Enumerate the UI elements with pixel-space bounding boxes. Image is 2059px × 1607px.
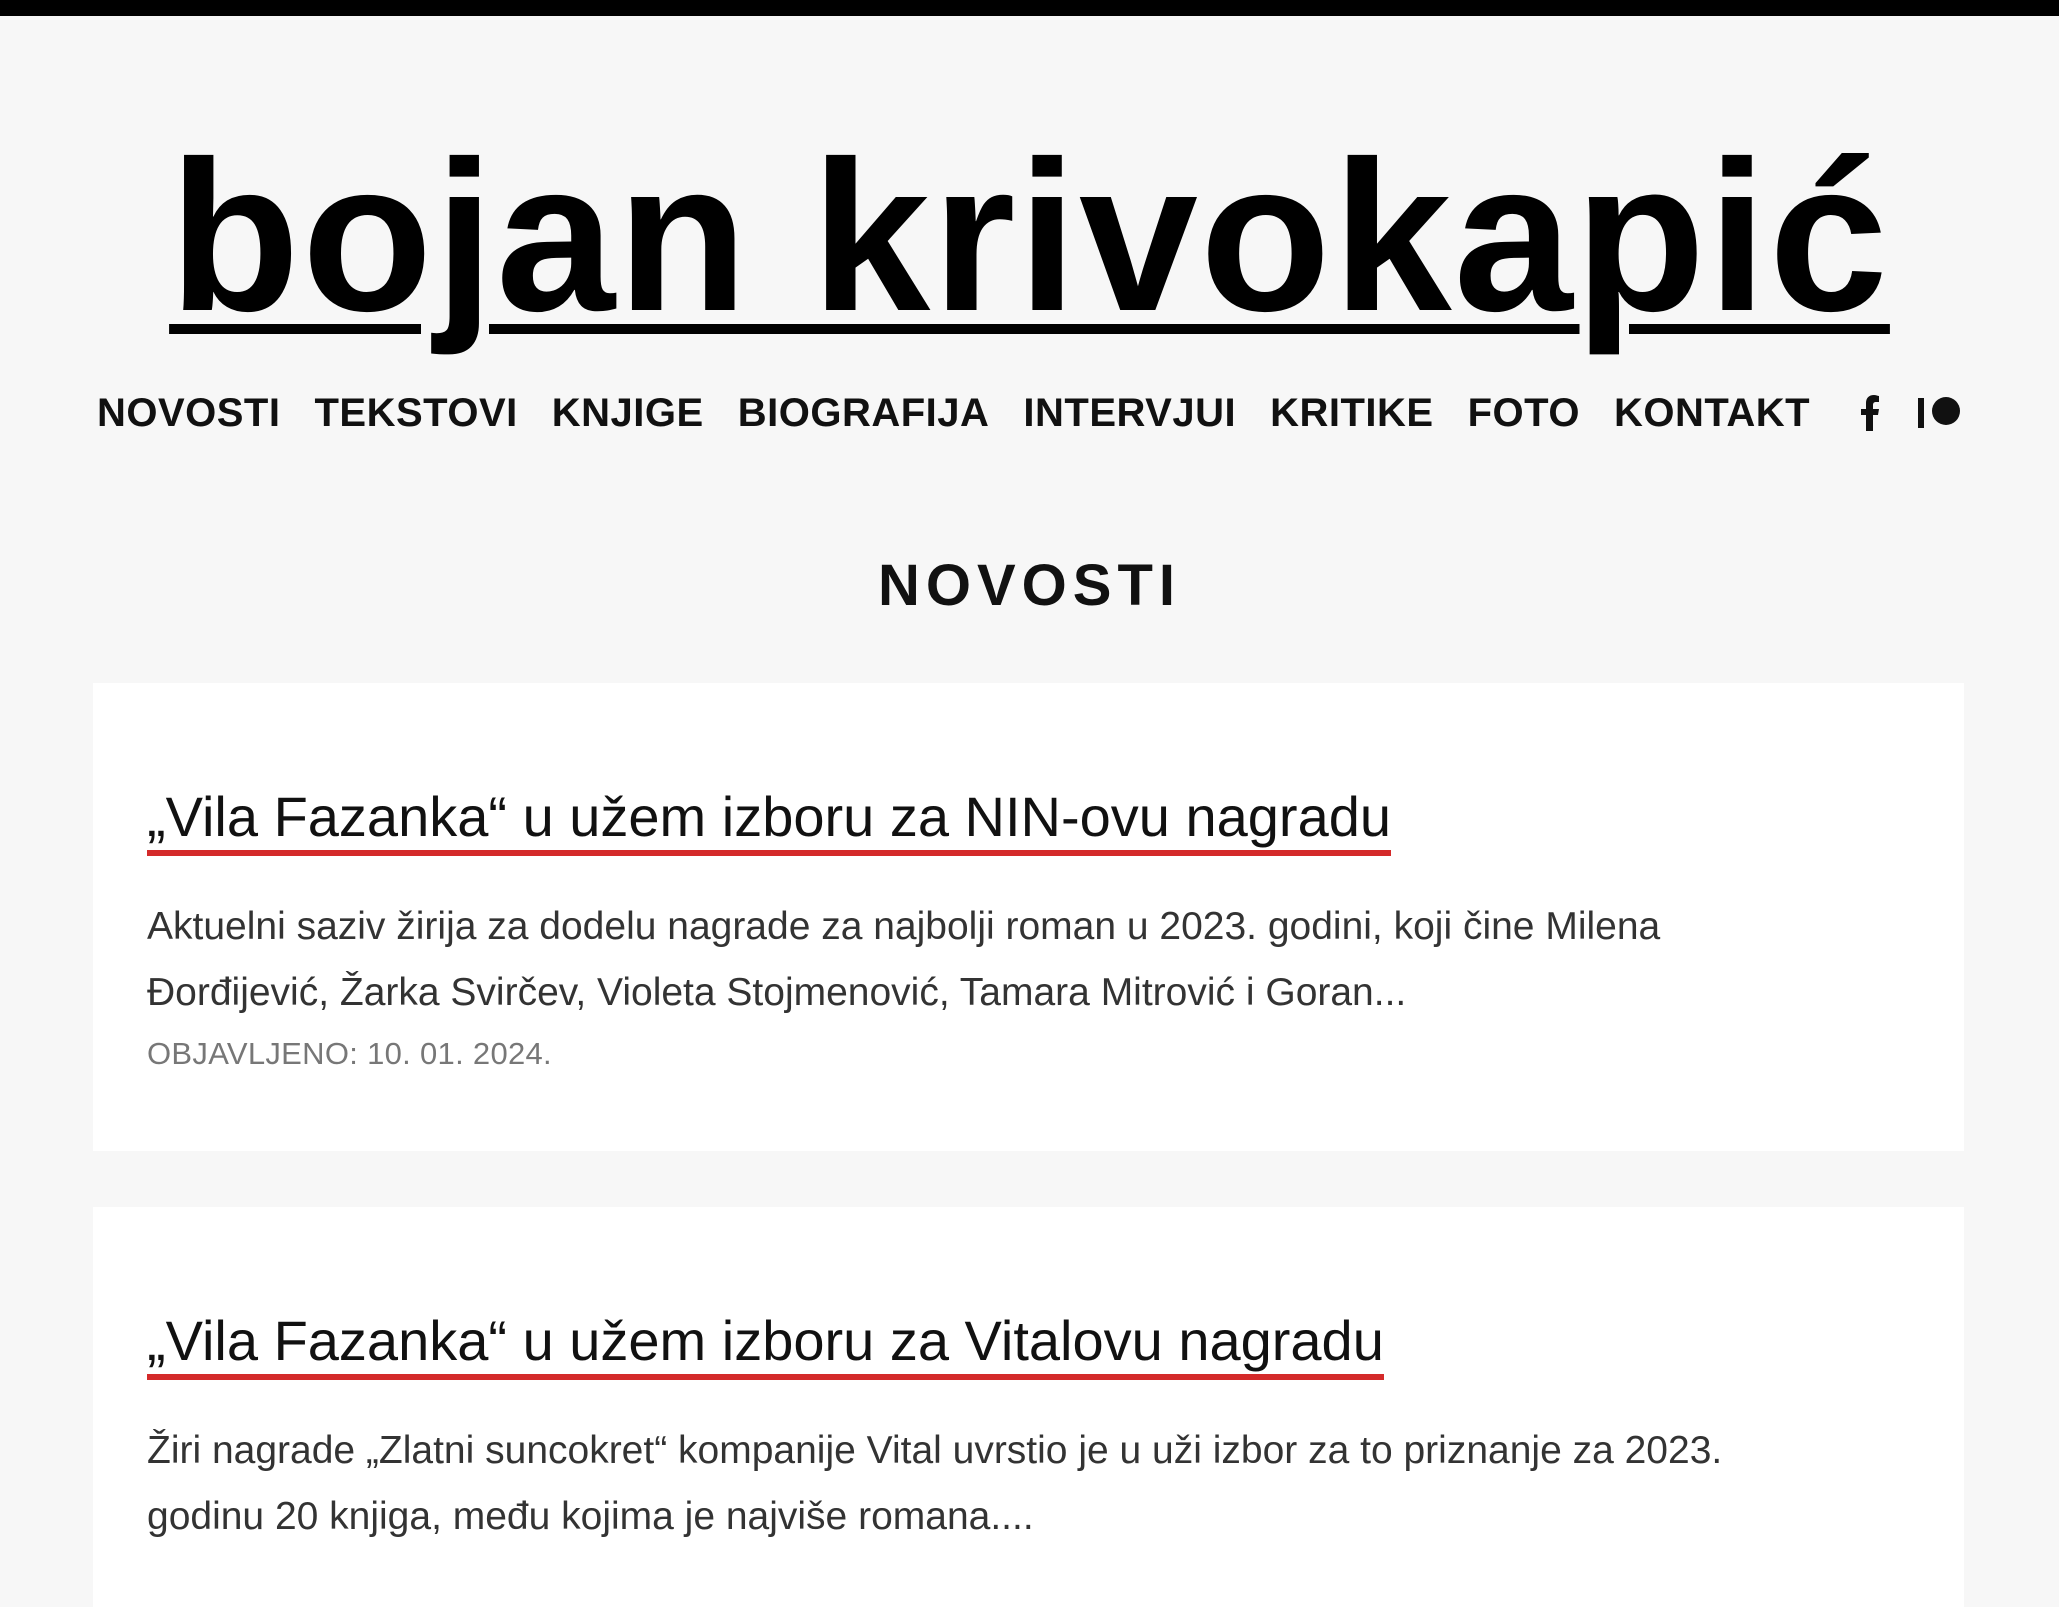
nav-item-tekstovi[interactable]: TEKSTOVI (314, 390, 518, 435)
post-card (93, 1207, 1964, 1607)
post-excerpt: Žiri nagrade „Zlatni suncokret“ kompanije Vital uvrstio je u uži izbor za to priznanje za 2023. godinu 20 knjiga, među kojima je najviše romana.... (147, 1429, 1723, 1539)
social-links (1860, 395, 1962, 431)
site-title-link[interactable]: bojan krivokapić (169, 117, 1890, 356)
nav-item-kritike[interactable]: KRITIKE (1270, 390, 1434, 435)
nav-item-knjige[interactable]: KNJIGE (551, 390, 704, 435)
nav-item-intervjui[interactable]: INTERVJUI (1023, 390, 1237, 435)
post-title-link[interactable]: „Vila Fazanka“ u užem izboru za NIN-ovu nagradu (147, 785, 1391, 856)
facebook-icon[interactable] (1860, 395, 1880, 431)
site-title (0, 117, 2059, 356)
post-title (147, 683, 1910, 850)
nav-item-biografija[interactable]: BIOGRAFIJA (737, 390, 990, 435)
top-bar (0, 0, 2059, 16)
main-nav (0, 385, 2059, 441)
post-title (147, 1207, 1910, 1374)
section-title: NOVOSTI (877, 553, 1182, 618)
patreon-icon[interactable] (1918, 396, 1962, 430)
nav-item-kontakt[interactable]: KONTAKT (1613, 390, 1811, 435)
nav-item-foto[interactable]: FOTO (1467, 390, 1580, 435)
post-title-link[interactable]: „Vila Fazanka“ u užem izboru za Vitalovu nagradu (147, 1309, 1384, 1380)
post-date: OBJAVLJENO: 10. 01. 2024. (147, 1036, 552, 1072)
post-excerpt: Aktuelni saziv žirija za dodelu nagrade za najbolji roman u 2023. godini, koji čine Milena Đorđijević, Žarka Svirčev, Violeta Stojmenović, Tamara Mitrović i Goran... (147, 905, 1661, 1015)
post-card (93, 683, 1964, 1151)
nav-item-novosti[interactable]: NOVOSTI (96, 390, 281, 435)
